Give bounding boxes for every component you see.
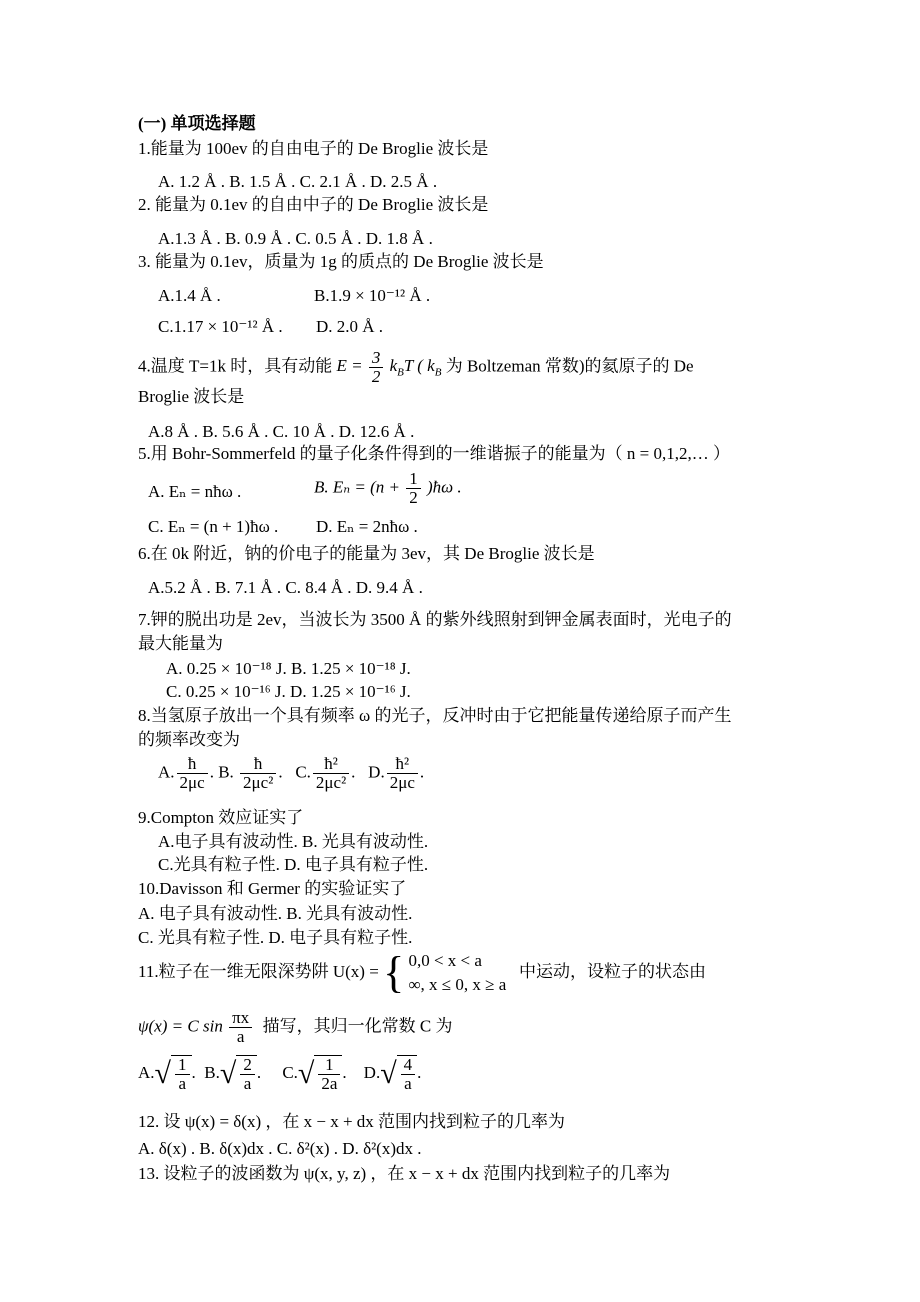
question-13: 13. 设粒子的波函数为 ψ(x, y, z) ，在 x − x + dx 范围内找到粒子的几率为 (138, 1164, 671, 1183)
question-10: 10.Davisson 和 Germer 的实验证实了 (138, 879, 407, 898)
question-9: 9.Compton 效应证实了 (138, 808, 304, 827)
section-title: (一) 单项选择题 (138, 114, 256, 133)
fraction-1-2: $\frac{1}{2}$ (406, 470, 421, 507)
question-9-options-cd: C.光具有粒子性. D. 电子具有粒子性. (158, 855, 429, 874)
question-6-options: A.5.2 Å . B. 7.1 Å . C. 8.4 Å . D. 9.4 Å . (148, 578, 423, 597)
question-5-option-b: B. Eₙ = (n + $\frac{1}{2}$ )ħω . (314, 469, 462, 507)
question-12-options: A. δ(x) . B. δ(x)dx . C. δ²(x) . D. δ²(x)dx . (138, 1139, 422, 1158)
question-6: 6.在 0k 附近，钠的价电子的能量为 3ev，其 De Broglie 波长是 (138, 544, 595, 563)
question-3-option-b: B.1.9 × 10⁻¹² Å . (314, 286, 431, 305)
question-1-options: A. 1.2 Å . B. 1.5 Å . C. 2.1 Å . D. 2.5 Å . (158, 172, 438, 191)
question-4-cont: Broglie 波长是 (138, 387, 245, 406)
fraction-hbar2-2uc2: $\frac{\text{ħ²}}{\text{2μc²}}$ (313, 755, 349, 792)
sqrt-2-a: √ $\frac{2}{a}$ (220, 1055, 257, 1093)
question-8-line-1: 8.当氢原子放出一个具有频率 ω 的光子，反冲时由于它把能量传递给原子而产生 (138, 706, 732, 725)
sqrt-1-a: √ $\frac{1}{a}$ (155, 1055, 192, 1093)
question-2: 2. 能量为 0.1ev 的自由中子的 De Broglie 波长是 (138, 195, 489, 214)
question-4-options: A.8 Å . B. 5.6 Å . C. 10 Å . D. 12.6 Å . (148, 422, 415, 441)
question-12: 12. 设 ψ(x) = δ(x) ，在 x − x + dx 范围内找到粒子的几率为 (138, 1112, 566, 1131)
question-3: 3. 能量为 0.1ev，质量为 1g 的质点的 De Broglie 波长是 (138, 252, 544, 271)
question-11-cont: ψ(x) = C sin $\frac{\pi x}{a}$ 描写，其归一化常数 C 为 (138, 1008, 453, 1046)
left-brace: { (383, 948, 405, 997)
question-4-start: 4.温度 T=1k 时，具有动能 (138, 356, 333, 376)
question-5-option-a: A. Eₙ = nħω . (148, 482, 242, 501)
sqrt-4-a: √ $\frac{4}{a}$ (380, 1055, 417, 1093)
fraction-hbar2-2uc: $\frac{\text{ħ²}}{2\mu c}$ (387, 755, 418, 792)
question-3-option-c: C.1.17 × 10⁻¹² Å . (158, 317, 283, 336)
question-2-options: A.1.3 Å . B. 0.9 Å . C. 0.5 Å . D. 1.8 Å . (158, 229, 433, 248)
question-7-options-cd: C. 0.25 × 10⁻¹⁶ J. D. 1.25 × 10⁻¹⁶ J. (166, 682, 411, 701)
fraction-hbar-2uc: $\frac{ħ}{2\mu c}$ (177, 755, 208, 792)
question-8-line-2: 的频率改变为 (138, 730, 240, 749)
question-10-options-ab: A. 电子具有波动性. B. 光具有波动性. (138, 904, 413, 923)
question-11: 11.粒子在一维无限深势阱 U(x) = { 0,0 < x < a ∞, x ≤ 0, x ≥ a 中运动，设粒子的状态由 (138, 948, 707, 997)
question-7-line-1: 7.钾的脱出功是 2ev，当波长为 3500 Å 的紫外线照射到钾金属表面时，光电子的 (138, 610, 732, 629)
question-5-option-c: C. Eₙ = (n + 1)ħω . (148, 517, 279, 536)
question-4-end: 为 Boltzeman 常数)的氦原子的 De (445, 356, 694, 376)
piecewise-cases: 0,0 < x < a ∞, x ≤ 0, x ≥ a (408, 951, 507, 994)
question-5-option-d: D. Eₙ = 2nħω . (316, 517, 418, 536)
question-7-line-2: 最大能量为 (138, 634, 223, 653)
fraction-3-2: $\frac{3}{2}$ (369, 349, 384, 386)
question-9-options-ab: A.电子具有波动性. B. 光具有波动性. (158, 832, 429, 851)
question-1: 1.能量为 100ev 的自由电子的 De Broglie 波长是 (138, 139, 489, 158)
question-11-options: A.√ $\frac{1}{a}$ . B.√ $\frac{2}{a}$ . C.√ $\frac{1}{2a}$ . D.√ $\frac{4}{a}$ . (138, 1055, 422, 1093)
question-5: 5.用 Bohr-Sommerfeld 的量子化条件得到的一维谐振子的能量为（ n = 0,1,2,… ） (138, 444, 730, 463)
question-4 (138, 349, 694, 386)
question-10-options-cd: C. 光具有粒子性. D. 电子具有粒子性. (138, 928, 413, 947)
question-3-option-d: D. 2.0 Å . (316, 317, 384, 336)
question-8-options: A. $\frac{ħ}{2\mu c}$ . B. $\frac{ħ}{\text{2μc²}}$ . C. $\frac{\text{ħ²}}{\text{2μc²}}$ . D. $\frac{\text{ħ²}}{2\mu c}$ . (158, 754, 425, 792)
question-3-option-a: A.1.4 Å . (158, 286, 221, 305)
fraction-hbar-2uc2: $\frac{ħ}{\text{2μc²}}$ (240, 755, 276, 792)
fraction-pix-a: $\frac{\pi x}{a}$ (229, 1009, 252, 1046)
question-7-options-ab: A. 0.25 × 10⁻¹⁸ J. B. 1.25 × 10⁻¹⁸ J. (166, 659, 411, 678)
sqrt-1-2a: √ $\frac{1}{2a}$ (298, 1055, 343, 1093)
question-4-formula: E = $\frac{3}{2}$ $k_BT$ ( $k_B$ (336, 348, 442, 386)
